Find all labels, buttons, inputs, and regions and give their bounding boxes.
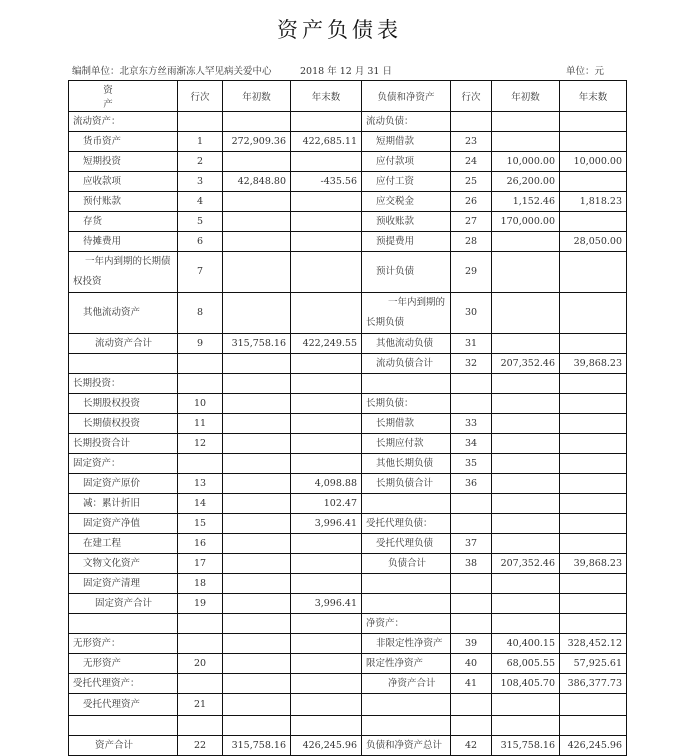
liability-row-no: 34 xyxy=(451,434,492,454)
liability-label: 预提费用 xyxy=(362,232,451,252)
liability-begin: 10,000.00 xyxy=(492,152,560,172)
table-row xyxy=(69,674,627,694)
liability-end: 39,868.23 xyxy=(560,354,627,374)
liability-begin: 68,005.55 xyxy=(492,654,560,674)
asset-label: 长期债权投资 xyxy=(69,414,178,434)
header-row xyxy=(69,81,627,112)
asset-label: 在建工程 xyxy=(69,534,178,554)
liability-end: 28,050.00 xyxy=(560,232,627,252)
liability-end: 57,925.61 xyxy=(560,654,627,674)
asset-end xyxy=(291,414,362,434)
liability-label: 净资产： xyxy=(362,614,451,634)
asset-label: 应收款项 xyxy=(69,172,178,192)
asset-begin xyxy=(223,454,291,474)
asset-label: 固定资产： xyxy=(69,454,178,474)
liability-row-no: 35 xyxy=(451,454,492,474)
header-begin: 年初数 xyxy=(223,81,291,112)
asset-row-no xyxy=(178,374,223,394)
table-row xyxy=(69,434,627,454)
table-row xyxy=(69,252,627,293)
asset-row-no: 8 xyxy=(178,293,223,334)
liability-begin: 1,152.46 xyxy=(492,192,560,212)
liability-begin: 40,400.15 xyxy=(492,634,560,654)
asset-row-no: 20 xyxy=(178,654,223,674)
asset-begin: 42,848.80 xyxy=(223,172,291,192)
asset-end xyxy=(291,192,362,212)
liability-begin xyxy=(492,394,560,414)
liability-row-no: 42 xyxy=(451,736,492,756)
liability-end xyxy=(560,132,627,152)
table-row xyxy=(69,694,627,716)
liability-label: 短期借款 xyxy=(362,132,451,152)
page-title: 资产负债表 xyxy=(277,18,402,42)
table-row xyxy=(69,172,627,192)
liability-label: 预计负债 xyxy=(362,252,451,293)
liability-row-no: 29 xyxy=(451,252,492,293)
liability-label xyxy=(362,694,451,716)
table-row xyxy=(69,474,627,494)
liability-end xyxy=(560,252,627,293)
table-row xyxy=(69,736,627,756)
liability-begin xyxy=(492,574,560,594)
asset-begin xyxy=(223,152,291,172)
liability-row-no: 33 xyxy=(451,414,492,434)
liability-label: 其他流动负债 xyxy=(362,334,451,354)
table-row xyxy=(69,293,627,334)
liability-row-no: 38 xyxy=(451,554,492,574)
liability-label xyxy=(362,374,451,394)
report-date: 2018 年 12 月 31 日 xyxy=(300,66,392,77)
liability-row-no: 36 xyxy=(451,474,492,494)
liability-end: 10,000.00 xyxy=(560,152,627,172)
asset-label: 固定资产清理 xyxy=(69,574,178,594)
asset-row-no xyxy=(178,634,223,654)
asset-begin xyxy=(223,554,291,574)
liability-begin xyxy=(492,112,560,132)
asset-row-no: 15 xyxy=(178,514,223,534)
liability-label: 长期应付款 xyxy=(362,434,451,454)
table-row xyxy=(69,374,627,394)
liability-label: 非限定性净资产 xyxy=(362,634,451,654)
liability-label: 受托代理负债： xyxy=(362,514,451,534)
liability-label: 其他长期负债 xyxy=(362,454,451,474)
liability-row-no xyxy=(451,494,492,514)
asset-row-no xyxy=(178,614,223,634)
asset-end: 3,996.41 xyxy=(291,514,362,534)
asset-begin: 315,758.16 xyxy=(223,736,291,756)
asset-end xyxy=(291,614,362,634)
asset-end xyxy=(291,574,362,594)
asset-end xyxy=(291,252,362,293)
liability-begin xyxy=(492,414,560,434)
asset-end xyxy=(291,634,362,654)
table-row xyxy=(69,232,627,252)
asset-row-no: 16 xyxy=(178,534,223,554)
liability-end: 328,452.12 xyxy=(560,634,627,654)
liability-label: 净资产合计 xyxy=(362,674,451,694)
table-row xyxy=(69,152,627,172)
asset-begin xyxy=(223,716,291,736)
asset-begin xyxy=(223,674,291,694)
asset-end xyxy=(291,654,362,674)
asset-row-no: 2 xyxy=(178,152,223,172)
liability-begin xyxy=(492,454,560,474)
liability-begin xyxy=(492,694,560,716)
liability-label xyxy=(362,574,451,594)
asset-label: 受托代理资产： xyxy=(69,674,178,694)
asset-row-no: 22 xyxy=(178,736,223,756)
asset-label: 流动资产合计 xyxy=(69,334,178,354)
liability-row-no xyxy=(451,614,492,634)
asset-begin: 272,909.36 xyxy=(223,132,291,152)
liability-row-no: 40 xyxy=(451,654,492,674)
table-row xyxy=(69,534,627,554)
asset-row-no xyxy=(178,674,223,694)
asset-row-no xyxy=(178,354,223,374)
liability-end xyxy=(560,474,627,494)
table-row xyxy=(69,654,627,674)
asset-label: 流动资产： xyxy=(69,112,178,132)
asset-begin xyxy=(223,574,291,594)
asset-end: 422,249.55 xyxy=(291,334,362,354)
liability-end: 39,868.23 xyxy=(560,554,627,574)
asset-label: 预付账款 xyxy=(69,192,178,212)
asset-label xyxy=(69,354,178,374)
asset-begin xyxy=(223,634,291,654)
liability-label: 长期负债： xyxy=(362,394,451,414)
liability-end xyxy=(560,716,627,736)
header-liabilities: 负债和净资产 xyxy=(362,81,451,112)
table-row xyxy=(69,574,627,594)
liability-begin xyxy=(492,232,560,252)
asset-label: 待摊费用 xyxy=(69,232,178,252)
asset-row-no xyxy=(178,716,223,736)
liability-begin xyxy=(492,594,560,614)
liability-begin: 170,000.00 xyxy=(492,212,560,232)
liability-row-no: 31 xyxy=(451,334,492,354)
liability-begin xyxy=(492,434,560,454)
liability-end xyxy=(560,594,627,614)
asset-end xyxy=(291,434,362,454)
asset-end: 422,685.11 xyxy=(291,132,362,152)
asset-begin xyxy=(223,374,291,394)
asset-begin xyxy=(223,654,291,674)
liability-label: 流动负债合计 xyxy=(362,354,451,374)
asset-label: 短期投资 xyxy=(69,152,178,172)
table-row xyxy=(69,716,627,736)
liability-label: 长期借款 xyxy=(362,414,451,434)
liability-row-no xyxy=(451,594,492,614)
liability-end: 426,245.96 xyxy=(560,736,627,756)
liability-end xyxy=(560,172,627,192)
liability-row-no xyxy=(451,112,492,132)
asset-label: 无形资产 xyxy=(69,654,178,674)
liability-end xyxy=(560,394,627,414)
asset-label: 减：累计折旧 xyxy=(69,494,178,514)
asset-begin xyxy=(223,594,291,614)
asset-row-no: 18 xyxy=(178,574,223,594)
liability-row-no: 30 xyxy=(451,293,492,334)
asset-label: 固定资产净值 xyxy=(69,514,178,534)
asset-label: 受托代理资产 xyxy=(69,694,178,716)
asset-begin xyxy=(223,514,291,534)
asset-begin xyxy=(223,252,291,293)
liability-end xyxy=(560,574,627,594)
asset-end xyxy=(291,394,362,414)
asset-row-no: 9 xyxy=(178,334,223,354)
asset-row-no xyxy=(178,454,223,474)
asset-begin: 315,758.16 xyxy=(223,334,291,354)
liability-row-no xyxy=(451,716,492,736)
table-row xyxy=(69,112,627,132)
liability-begin xyxy=(492,252,560,293)
liability-label xyxy=(362,716,451,736)
liability-label xyxy=(362,494,451,514)
asset-row-no: 19 xyxy=(178,594,223,614)
liability-end xyxy=(560,454,627,474)
liability-row-no: 32 xyxy=(451,354,492,374)
liability-label: 长期负债合计 xyxy=(362,474,451,494)
table-row xyxy=(69,494,627,514)
asset-row-no: 1 xyxy=(178,132,223,152)
asset-label: 货币资产 xyxy=(69,132,178,152)
asset-label: 长期投资： xyxy=(69,374,178,394)
asset-label: 无形资产： xyxy=(69,634,178,654)
liability-row-no xyxy=(451,374,492,394)
liability-row-no: 37 xyxy=(451,534,492,554)
asset-begin xyxy=(223,434,291,454)
header-end-2: 年末数 xyxy=(560,81,627,112)
asset-label: 固定资产原价 xyxy=(69,474,178,494)
liability-row-no: 26 xyxy=(451,192,492,212)
asset-end: 426,245.96 xyxy=(291,736,362,756)
liability-end xyxy=(560,614,627,634)
asset-label xyxy=(69,614,178,634)
liability-begin xyxy=(492,334,560,354)
liability-end xyxy=(560,112,627,132)
asset-end xyxy=(291,454,362,474)
asset-end xyxy=(291,112,362,132)
asset-begin xyxy=(223,414,291,434)
asset-end xyxy=(291,554,362,574)
asset-row-no: 10 xyxy=(178,394,223,414)
liability-label: 应交税金 xyxy=(362,192,451,212)
asset-label xyxy=(69,716,178,736)
liability-end: 1,818.23 xyxy=(560,192,627,212)
asset-row-no: 17 xyxy=(178,554,223,574)
asset-end xyxy=(291,694,362,716)
asset-label: 其他流动资产 xyxy=(69,293,178,334)
asset-label: 文物文化资产 xyxy=(69,554,178,574)
liability-end xyxy=(560,534,627,554)
liability-row-no: 41 xyxy=(451,674,492,694)
liability-begin xyxy=(492,534,560,554)
asset-begin xyxy=(223,534,291,554)
asset-row-no: 7 xyxy=(178,252,223,293)
liability-begin: 207,352.46 xyxy=(492,554,560,574)
liability-row-no xyxy=(451,694,492,716)
liability-begin xyxy=(492,514,560,534)
asset-end xyxy=(291,212,362,232)
asset-row-no xyxy=(178,112,223,132)
asset-row-no: 21 xyxy=(178,694,223,716)
asset-end xyxy=(291,293,362,334)
table-row xyxy=(69,394,627,414)
liability-row-no: 24 xyxy=(451,152,492,172)
liability-label: 应付工资 xyxy=(362,172,451,192)
liability-row-no xyxy=(451,574,492,594)
balance-sheet-table xyxy=(68,80,627,756)
table-row xyxy=(69,132,627,152)
liability-row-no: 25 xyxy=(451,172,492,192)
liability-row-no: 28 xyxy=(451,232,492,252)
liability-label: 预收账款 xyxy=(362,212,451,232)
liability-label: 负债合计 xyxy=(362,554,451,574)
asset-begin xyxy=(223,293,291,334)
table-row xyxy=(69,414,627,434)
table-row xyxy=(69,554,627,574)
liability-end xyxy=(560,434,627,454)
header-end: 年末数 xyxy=(291,81,362,112)
liability-label: 一年内到期的长期负债 xyxy=(362,293,451,334)
table-row xyxy=(69,634,627,654)
liability-row-no xyxy=(451,394,492,414)
liability-begin: 315,758.16 xyxy=(492,736,560,756)
liability-end xyxy=(560,694,627,716)
liability-begin xyxy=(492,374,560,394)
asset-begin xyxy=(223,474,291,494)
asset-label: 存货 xyxy=(69,212,178,232)
liability-begin xyxy=(492,474,560,494)
asset-begin xyxy=(223,212,291,232)
asset-begin xyxy=(223,614,291,634)
preparing-unit: 编制单位：北京东方丝雨渐冻人罕见病关爱中心 xyxy=(72,66,272,77)
liability-label: 受托代理负债 xyxy=(362,534,451,554)
liability-row-no: 27 xyxy=(451,212,492,232)
liability-begin: 207,352.46 xyxy=(492,354,560,374)
header-asset: 资 产 xyxy=(69,81,178,112)
asset-end xyxy=(291,354,362,374)
asset-end xyxy=(291,232,362,252)
asset-end xyxy=(291,674,362,694)
liability-begin xyxy=(492,494,560,514)
asset-end xyxy=(291,374,362,394)
asset-begin xyxy=(223,354,291,374)
asset-begin xyxy=(223,112,291,132)
table-row xyxy=(69,212,627,232)
asset-end: 3,996.41 xyxy=(291,594,362,614)
asset-label: 长期股权投资 xyxy=(69,394,178,414)
liability-label: 流动负债： xyxy=(362,112,451,132)
liability-row-no: 39 xyxy=(451,634,492,654)
asset-end xyxy=(291,152,362,172)
liability-label: 限定性净资产 xyxy=(362,654,451,674)
header-row-no: 行次 xyxy=(178,81,223,112)
liability-begin xyxy=(492,132,560,152)
table-row xyxy=(69,594,627,614)
asset-row-no: 3 xyxy=(178,172,223,192)
asset-begin xyxy=(223,494,291,514)
liability-end xyxy=(560,334,627,354)
header-begin-2: 年初数 xyxy=(492,81,560,112)
asset-row-no: 4 xyxy=(178,192,223,212)
liability-end xyxy=(560,514,627,534)
table-row xyxy=(69,192,627,212)
liability-end xyxy=(560,374,627,394)
asset-row-no: 11 xyxy=(178,414,223,434)
liability-end xyxy=(560,212,627,232)
asset-begin xyxy=(223,694,291,716)
liability-label: 负债和净资产总计 xyxy=(362,736,451,756)
liability-label: 应付款项 xyxy=(362,152,451,172)
asset-label: 长期投资合计 xyxy=(69,434,178,454)
liability-begin xyxy=(492,716,560,736)
asset-begin xyxy=(223,394,291,414)
table-row xyxy=(69,454,627,474)
asset-end: -435.56 xyxy=(291,172,362,192)
liability-end xyxy=(560,293,627,334)
liability-end xyxy=(560,494,627,514)
asset-end: 102.47 xyxy=(291,494,362,514)
liability-begin xyxy=(492,293,560,334)
currency-unit: 单位：元 xyxy=(566,66,605,77)
asset-begin xyxy=(223,192,291,212)
liability-begin: 108,405.70 xyxy=(492,674,560,694)
asset-row-no: 5 xyxy=(178,212,223,232)
table-row xyxy=(69,514,627,534)
asset-label: 资产合计 xyxy=(69,736,178,756)
liability-row-no: 23 xyxy=(451,132,492,152)
liability-end xyxy=(560,414,627,434)
asset-row-no: 14 xyxy=(178,494,223,514)
liability-begin xyxy=(492,614,560,634)
header-row-no-2: 行次 xyxy=(451,81,492,112)
table-row xyxy=(69,354,627,374)
liability-end: 386,377.73 xyxy=(560,674,627,694)
asset-label: 一年内到期的长期债权投资 xyxy=(69,252,178,293)
asset-row-no: 13 xyxy=(178,474,223,494)
liability-row-no xyxy=(451,514,492,534)
table-row xyxy=(69,334,627,354)
asset-begin xyxy=(223,232,291,252)
table-row xyxy=(69,614,627,634)
asset-row-no: 12 xyxy=(178,434,223,454)
liability-begin: 26,200.00 xyxy=(492,172,560,192)
asset-label: 固定资产合计 xyxy=(69,594,178,614)
asset-end xyxy=(291,534,362,554)
liability-label xyxy=(362,594,451,614)
asset-end xyxy=(291,716,362,736)
asset-row-no: 6 xyxy=(178,232,223,252)
asset-end: 4,098.88 xyxy=(291,474,362,494)
